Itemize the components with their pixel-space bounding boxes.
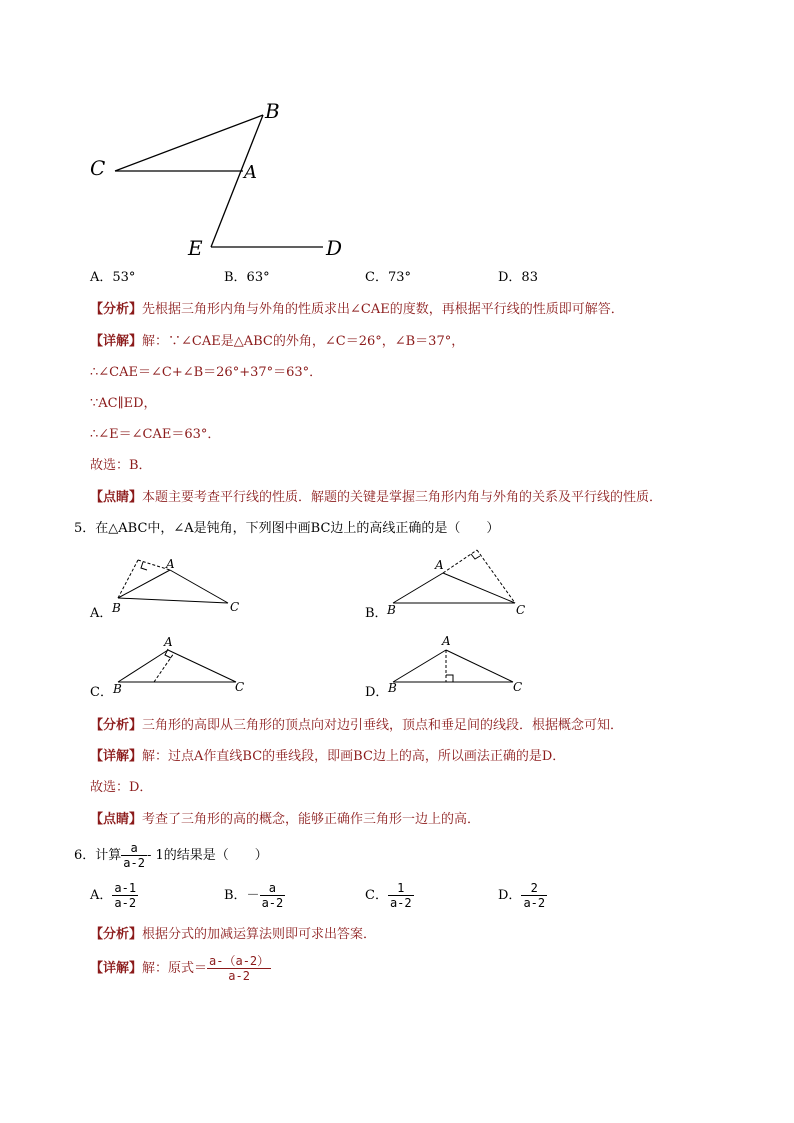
q5-option-b: B． <box>365 606 388 621</box>
q4-detail-line3: ∵AC∥ED， <box>90 396 157 411</box>
detail-text: 解：∵∠CAE是△ABC的外角，∠C＝26°，∠B＝37°， <box>142 334 465 349</box>
fraction-denominator: a-2 <box>389 896 412 910</box>
q5-choice: 故选：D． <box>90 780 153 795</box>
fig-d-label-A: A <box>442 634 451 648</box>
fig-b-label-B: B <box>387 603 396 617</box>
q6-option-a <box>90 880 138 912</box>
q5-figure-c <box>110 635 260 695</box>
option-fraction <box>260 881 286 910</box>
segment-CB <box>115 115 263 171</box>
fig-c-label-C: C <box>235 680 245 694</box>
option-label: A． <box>90 888 113 903</box>
q6-stem-prefix: 6．计算 <box>74 848 122 863</box>
q6-stem <box>74 840 268 872</box>
fig-d-label-B: B <box>388 681 397 695</box>
fig-c-label-A: A <box>164 635 173 649</box>
q4-detail-line1 <box>90 334 464 350</box>
fig-a-label-B: B <box>112 601 121 615</box>
q4-option-b: B．63° <box>224 270 270 285</box>
q5-figure-a <box>110 555 250 615</box>
fig-d-label-C: C <box>513 680 523 694</box>
analysis-text: 先根据三角形内角与外角的性质求出∠CAE的度数，再根据平行线的性质即可解答． <box>142 302 624 317</box>
fraction-numerator: a-1 <box>114 881 137 895</box>
q5-figure-d <box>385 632 535 695</box>
fraction-denominator: a-2 <box>114 896 137 910</box>
detail-tag: 【详解】 <box>90 961 143 976</box>
q6-option-b <box>224 880 285 912</box>
detail-tag: 【详解】 <box>90 749 143 764</box>
q6-analysis <box>90 927 376 943</box>
detail-text: 解：过点A作直线BC的垂线段，即画BC边上的高，所以画法正确的是D． <box>142 749 566 764</box>
q5-detail <box>90 749 565 765</box>
fraction-numerator: 2 <box>521 881 547 896</box>
fig-b-label-C: C <box>516 603 526 617</box>
option-fraction <box>388 881 414 910</box>
option-label: B．－ <box>224 888 260 903</box>
analysis-text: 三角形的高即从三角形的顶点向对边引垂线，顶点和垂足间的线段．根据概念可知． <box>142 718 624 733</box>
q5-figure-b <box>385 545 535 620</box>
fig-c-label-B: B <box>113 682 122 695</box>
fraction-denominator: a-2 <box>523 896 546 910</box>
label-C: C <box>90 156 106 180</box>
detail-tag: 【详解】 <box>90 334 143 349</box>
q6-stem-fraction <box>121 841 147 870</box>
detail-fraction <box>207 954 271 983</box>
fraction-denominator: a-2 <box>228 969 250 983</box>
q5-option-c: C． <box>90 685 113 700</box>
q4-option-d: D．83 <box>498 270 538 285</box>
fig-b-label-A: A <box>435 558 444 572</box>
label-E: E <box>188 236 203 260</box>
comment-text: 本题主要考查平行线的性质．解题的关键是掌握三角形内角与外角的关系及平行线的性质． <box>142 490 663 505</box>
option-fraction <box>112 881 138 910</box>
q5-option-a: A． <box>90 606 113 621</box>
fraction-numerator: 1 <box>388 881 414 896</box>
label-B: B <box>265 99 280 123</box>
q4-choice: 故选：B． <box>90 458 152 473</box>
q4-detail-line4: ∴∠E＝∠CAE＝63°． <box>90 427 221 442</box>
analysis-tag: 【分析】 <box>90 302 143 317</box>
fraction-numerator: a <box>121 841 147 856</box>
q5-analysis <box>90 718 623 734</box>
q4-detail-line2: ∴∠CAE＝∠C+∠B＝26°+37°＝63°． <box>90 365 323 380</box>
option-label: C． <box>365 888 388 903</box>
fraction-denominator: a-2 <box>261 896 284 910</box>
q5-comment <box>90 812 480 828</box>
fig-a-label-A: A <box>166 557 175 571</box>
figure-triangle-parallel <box>80 95 360 265</box>
detail-prefix: 解：原式＝ <box>142 961 208 976</box>
option-label: D． <box>498 888 522 903</box>
comment-text: 考查了三角形的高的概念，能够正确作三角形一边上的高． <box>142 812 481 827</box>
analysis-tag: 【分析】 <box>90 927 143 942</box>
label-A: A <box>244 162 257 183</box>
label-D: D <box>326 236 343 260</box>
analysis-tag: 【分析】 <box>90 718 143 733</box>
option-fraction <box>521 881 547 910</box>
q4-option-c: C．73° <box>365 270 411 285</box>
fraction-numerator: a-（a-2） <box>209 954 270 968</box>
q4-option-a: A．53° <box>90 270 136 285</box>
comment-tag: 【点睛】 <box>90 490 143 505</box>
fraction-numerator: a <box>260 881 286 896</box>
q4-analysis <box>90 302 624 318</box>
q5-option-d: D． <box>365 685 389 700</box>
q5-stem: 5．在△ABC中，∠A是钝角，下列图中画BC边上的高线正确的是（ ） <box>74 521 500 536</box>
fraction-denominator: a-2 <box>123 856 145 870</box>
comment-tag: 【点睛】 <box>90 812 143 827</box>
q6-option-c <box>365 880 414 912</box>
q6-stem-suffix: - 1的结果是（ ） <box>146 848 268 863</box>
q6-option-d <box>498 880 547 912</box>
analysis-text: 根据分式的加减运算法则即可求出答案． <box>142 927 377 942</box>
q6-detail <box>90 953 271 985</box>
q4-comment <box>90 490 662 506</box>
fig-a-label-C: C <box>230 600 240 614</box>
